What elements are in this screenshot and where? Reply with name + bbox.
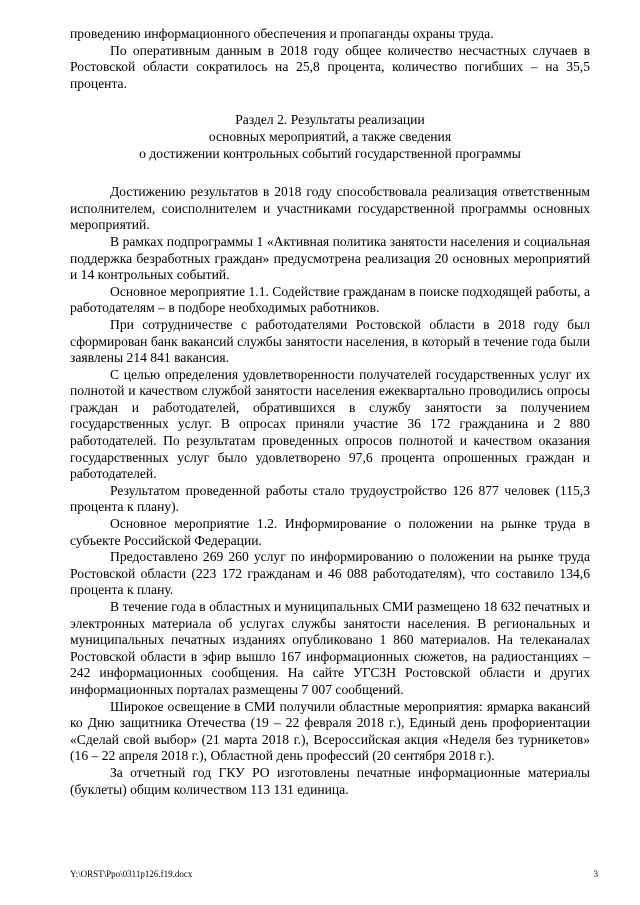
body-paragraph: Основное мероприятие 1.1. Содействие гражданам в поиске подходящей работы, а работодателям – в подборе необходимых работников. bbox=[70, 283, 590, 316]
body-paragraph: При сотрудничестве с работодателями Ростовской области в 2018 году был сформирован банк вакансий службы занятости населения, в который в течение года были заявлены 214 841 вакансия. bbox=[70, 316, 590, 366]
body-paragraph: С целью определения удовлетворенности получателей государственных услуг их полнотой и качеством службой занятости населения ежеквартально проводились опросы граждан и работодателей, обратившихся в службу занятости за получением государственных услуг. В опросах приняли участие 36 172 гражданина и 2 880 работодателей. По результатам проведенных опросов полнотой и качеством оказания государственных услуг было удовлетворено 97,6 процента опрошенных граждан и работодателей. bbox=[70, 366, 590, 482]
body-paragraph: Основное мероприятие 1.2. Информирование о положении на рынке труда в субъекте Российской Федерации. bbox=[70, 516, 590, 548]
body-paragraph: Достижению результатов в 2018 году способствовала реализация ответственным исполнителем, соисполнителем и участниками государственной программы основных мероприятий. bbox=[70, 184, 590, 233]
section-title-line-1: Раздел 2. Результаты реализации bbox=[235, 112, 425, 128]
body-paragraph: В течение года в областных и муниципальных СМИ размещено 18 632 печатных и электронных материала об услугах службы занятости населения. В региональных и муниципальных печатных изданиях опубликовано 1 860 материалов. На телеканалах Ростовской области в эфир вышло 167 информационных сюжетов, на радиостанциях – 242 информационных сообщения. На сайте УГСЗН Ростовской области и других информационных порталах размещены 7 007 сообщений. bbox=[70, 599, 590, 697]
body-paragraph: Предоставлено 269 260 услуг по информированию о положении на рынке труда Ростовской области (223 172 гражданам и 46 088 работодателям), что составило 134,6 процента к плану. bbox=[70, 549, 590, 598]
intro-paragraph-0: проведению информационного обеспечения и пропаганды охраны труда. bbox=[70, 26, 494, 41]
body-paragraph: За отчетный год ГКУ РО изготовлены печатные информационные материалы (буклеты) общим количеством 113 131 единица. bbox=[70, 764, 590, 797]
body-paragraph: Результатом проведенной работы стало трудоустройство 126 877 человек (115,3 процента к плану). bbox=[70, 482, 590, 515]
intro-paragraph-1: По оперативным данным в 2018 году общее количество несчастных случаев в Ростовской области сократилось на 25,8 процента, количество погибших – на 35,5 процента. bbox=[70, 42, 590, 91]
section-title-line-3: о достижении контрольных событий государственной программы bbox=[139, 145, 521, 161]
section-title-line-2: основных мероприятий, а также сведения bbox=[208, 128, 452, 144]
page-number: 3 bbox=[593, 869, 598, 879]
footer-file-path: Y:\ORST\Ppo\0311p126.f19.docx bbox=[70, 869, 193, 879]
section-title bbox=[70, 112, 590, 162]
document-body bbox=[70, 26, 590, 798]
body-paragraph: В рамках подпрограммы 1 «Активная политика занятости населения и социальная поддержка безработных граждан» предусмотрена реализация 20 основных мероприятий и 14 контрольных событий. bbox=[70, 233, 590, 283]
body-paragraph: Широкое освещение в СМИ получили областные мероприятия: ярмарка вакансий ко Дню защитника Отечества (19 – 22 февраля 2018 г.), Единый день профориентации «Сделай свой выбор» (21 марта 2018 г.), Всероссийская акция «Неделя без турникетов» (16 – 22 апреля 2018 г.), Областной день профессий (20 сентября 2018 г.). bbox=[70, 698, 590, 764]
